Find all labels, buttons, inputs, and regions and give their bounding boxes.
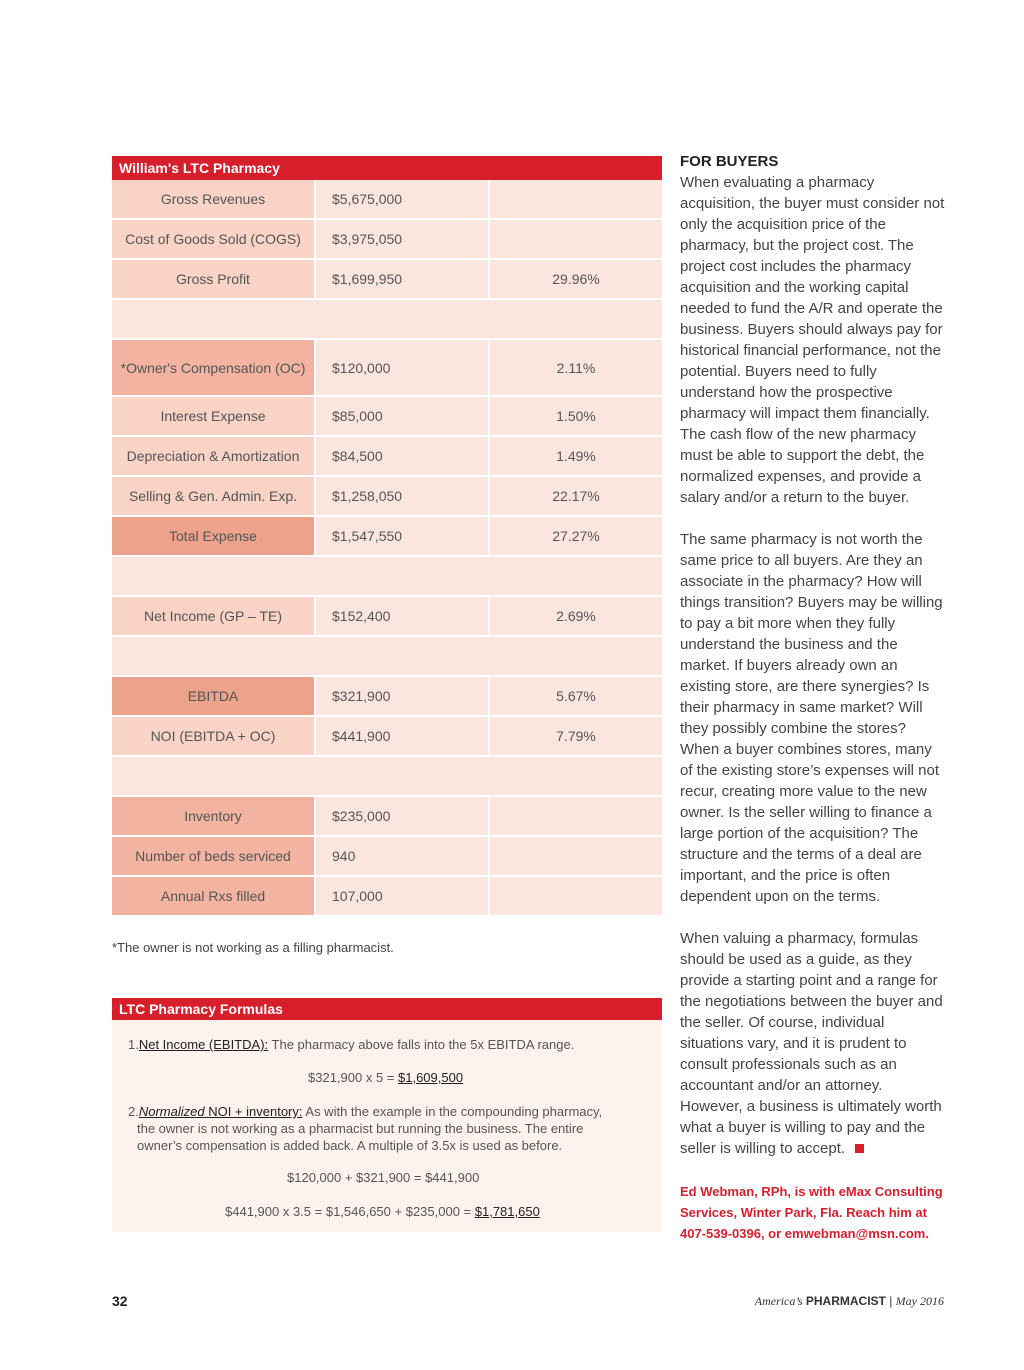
table-spacer-row — [112, 637, 662, 675]
formula-2-calc-2 — [225, 1204, 540, 1219]
row-value: $1,699,950 — [316, 260, 488, 298]
formula-2-text-1: As with the example in the compounding pharmacy, — [302, 1104, 603, 1119]
row-percent: 2.11% — [490, 340, 662, 395]
table-row — [112, 397, 662, 435]
row-value: $152,400 — [316, 597, 488, 635]
row-percent: 22.17% — [490, 477, 662, 515]
row-label: Net Income (GP – TE) — [112, 597, 314, 635]
table-row — [112, 717, 662, 755]
row-value: $1,547,550 — [316, 517, 488, 555]
row-percent — [490, 837, 662, 875]
article-paragraph-2: The same pharmacy is not worth the same price to all buyers. Are they an associate in the pharmacy? How will things transition? Buyers may be willing to pay a bit more when they fully understand the business and the market. If buyers already own an existing store, are there synergies? Is their pharmacy in same market? Will they possibly combine the stores? When a buyer combines stores, many of the existing store’s expenses will not recur, creating more value to the new owner. Is the seller willing to finance a large portion of the acquisition? The structure and the terms of a deal are important, and the price is often dependent upon on the terms. — [680, 531, 943, 905]
formula-1-calc — [308, 1070, 463, 1085]
row-label: *Owner's Compensation (OC) — [112, 340, 314, 395]
row-percent: 1.50% — [490, 397, 662, 435]
table-row — [112, 597, 662, 635]
row-percent — [490, 180, 662, 218]
table-title: William's LTC Pharmacy — [112, 156, 662, 180]
row-value: $321,900 — [316, 677, 488, 715]
row-label: Gross Revenues — [112, 180, 314, 218]
table-spacer-row — [112, 557, 662, 595]
row-percent — [490, 877, 662, 915]
row-label: Annual Rxs filled — [112, 877, 314, 915]
table-footnote: *The owner is not working as a filling pharmacist. — [112, 940, 394, 955]
masthead-separator: | — [889, 1294, 893, 1308]
formula-1-number: 1. — [128, 1037, 139, 1052]
row-percent — [490, 797, 662, 835]
table-row — [112, 477, 662, 515]
formula-2-number: 2. — [128, 1104, 139, 1119]
table-row — [112, 877, 662, 915]
formula-2 — [128, 1103, 648, 1154]
masthead-date: May 2016 — [895, 1294, 944, 1308]
table-row — [112, 180, 662, 218]
row-value: $235,000 — [316, 797, 488, 835]
formula-1-expression: $321,900 x 5 = — [308, 1070, 398, 1085]
formula-2-text-3: owner’s compensation is added back. A multiple of 3.5x is used as before. — [137, 1138, 563, 1153]
row-label: EBITDA — [112, 677, 314, 715]
table-row — [112, 437, 662, 475]
row-percent: 27.27% — [490, 517, 662, 555]
table-row — [112, 677, 662, 715]
article-paragraph-1: When evaluating a pharmacy acquisition, the buyer must consider not only the acquisition price of the pharmacy, but the project cost. The project cost includes the pharmacy acquisition and the working capital needed to fund the A/R and operate the business. Buyers should always pay for historical financial performance, not the potential. Buyers need to fully understand how the prospective pharmacy will impact them financially. The cash flow of the new pharmacy must be able to support the debt, the normalized expenses, and provide a salary and/or a return to the buyer. — [680, 174, 945, 506]
row-percent: 2.69% — [490, 597, 662, 635]
row-label: Inventory — [112, 797, 314, 835]
article-paragraph-3 — [680, 928, 948, 1159]
row-percent: 7.79% — [490, 717, 662, 755]
formula-1 — [128, 1037, 574, 1052]
article-paragraph-3-text: When valuing a pharmacy, formulas should be used as a guide, as they provide a starting point and a range for the negotiations between the buyer and the seller. Of course, individual situations vary, and it is prudent to consult professionals such as an accountant and/or an attorney. However, a business is ultimately worth what a buyer is willing to pay and the seller is willing to accept. — [680, 930, 943, 1157]
masthead-name: PHARMACIST — [805, 1294, 886, 1308]
row-label: Number of beds serviced — [112, 837, 314, 875]
row-percent: 5.67% — [490, 677, 662, 715]
row-value: $84,500 — [316, 437, 488, 475]
row-label: Depreciation & Amortization — [112, 437, 314, 475]
page-number: 32 — [112, 1293, 128, 1309]
row-value: $441,900 — [316, 717, 488, 755]
row-percent: 29.96% — [490, 260, 662, 298]
formulas-title: LTC Pharmacy Formulas — [112, 998, 662, 1020]
table-spacer-row — [112, 300, 662, 338]
end-mark-icon — [855, 1144, 864, 1153]
row-value: $85,000 — [316, 397, 488, 435]
row-value: 107,000 — [316, 877, 488, 915]
table-row — [112, 340, 662, 395]
author-bio: Ed Webman, RPh, is with eMax Consulting Services, Winter Park, Fla. Reach him at 407-539-0396, or emwebman@msn.com. — [680, 1184, 943, 1241]
formula-2-expression: $441,900 x 3.5 = $1,546,650 + $235,000 = — [225, 1204, 475, 1219]
article-column — [680, 151, 948, 1180]
row-label: NOI (EBITDA + OC) — [112, 717, 314, 755]
formula-1-text: The pharmacy above falls into the 5x EBITDA range. — [268, 1037, 575, 1052]
formula-2-result: $1,781,650 — [474, 1204, 540, 1219]
table-row — [112, 260, 662, 298]
table-row — [112, 220, 662, 258]
formula-2-calc-1: $120,000 + $321,900 = $441,900 — [287, 1170, 480, 1185]
financial-table — [112, 180, 662, 917]
article-heading: FOR BUYERS — [680, 153, 779, 170]
row-percent: 1.49% — [490, 437, 662, 475]
table-spacer-row — [112, 757, 662, 795]
formula-1-heading: Net Income (EBITDA): — [138, 1037, 269, 1052]
row-value: $1,258,050 — [316, 477, 488, 515]
formula-2-italic: Normalized — [138, 1104, 205, 1119]
formula-1-result: $1,609,500 — [398, 1070, 464, 1085]
masthead-prefix: America’s — [754, 1294, 803, 1308]
row-label: Selling & Gen. Admin. Exp. — [112, 477, 314, 515]
row-label: Total Expense — [112, 517, 314, 555]
row-label: Interest Expense — [112, 397, 314, 435]
formula-2-text-2: the owner is not working as a pharmacist but running the business. The entire — [137, 1121, 584, 1136]
row-value: 940 — [316, 837, 488, 875]
row-value: $120,000 — [316, 340, 488, 395]
table-row — [112, 517, 662, 555]
formulas-box — [112, 1020, 662, 1232]
row-value: $3,975,050 — [316, 220, 488, 258]
formula-2-heading: NOI + inventory: — [204, 1104, 303, 1119]
row-value: $5,675,000 — [316, 180, 488, 218]
table-row — [112, 797, 662, 835]
magazine-masthead — [755, 1294, 944, 1309]
table-row — [112, 837, 662, 875]
row-label: Gross Profit — [112, 260, 314, 298]
row-label: Cost of Goods Sold (COGS) — [112, 220, 314, 258]
row-percent — [490, 220, 662, 258]
